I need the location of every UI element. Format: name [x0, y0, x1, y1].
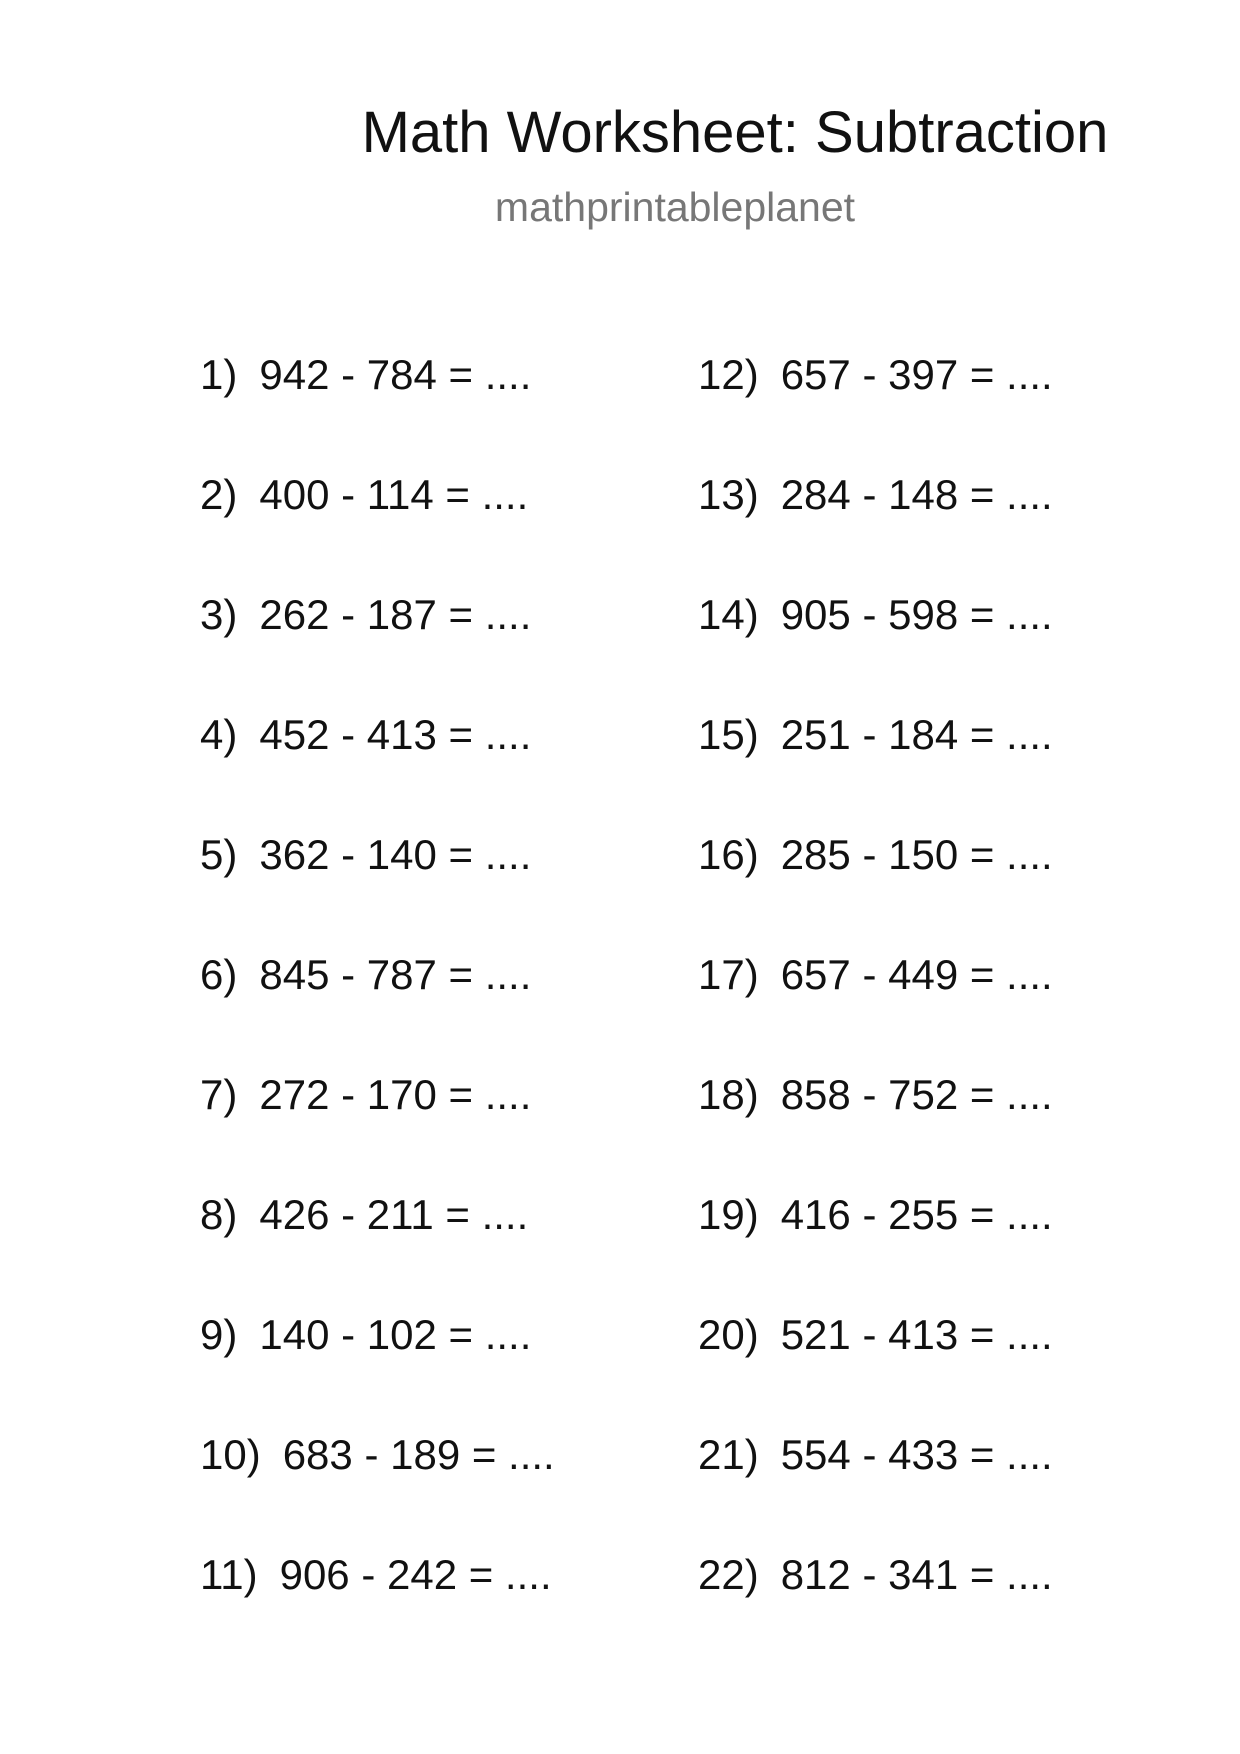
- problem-item: [698, 350, 1053, 400]
- problem-number: 9): [200, 1311, 238, 1358]
- problem-item: [200, 710, 531, 760]
- problem-item: [200, 1430, 555, 1480]
- problem-number: 12): [698, 351, 759, 398]
- problem-expression: 416 - 255 = ....: [780, 1191, 1053, 1238]
- problem-expression: 251 - 184 = ....: [780, 711, 1053, 758]
- problem-number: 20): [698, 1311, 759, 1358]
- problem-expression: 858 - 752 = ....: [780, 1071, 1053, 1118]
- problem-number: 11): [200, 1551, 258, 1598]
- problem-number: 18): [698, 1071, 759, 1118]
- problem-number: 21): [698, 1431, 759, 1478]
- problem-number: 8): [200, 1191, 238, 1238]
- problem-expression: 657 - 397 = ....: [780, 351, 1053, 398]
- problem-expression: 906 - 242 = ....: [279, 1551, 552, 1598]
- problem-number: 7): [200, 1071, 238, 1118]
- problem-expression: 812 - 341 = ....: [780, 1551, 1053, 1598]
- problem-item: [200, 1310, 531, 1360]
- problem-expression: 683 - 189 = ....: [282, 1431, 555, 1478]
- problem-item: [698, 1070, 1053, 1120]
- problem-item: [200, 590, 531, 640]
- worksheet-subtitle: mathprintableplanet: [494, 184, 856, 230]
- problem-number: 15): [698, 711, 759, 758]
- problem-item: [698, 470, 1053, 520]
- problem-expression: 905 - 598 = ....: [780, 591, 1053, 638]
- problem-expression: 554 - 433 = ....: [780, 1431, 1053, 1478]
- problem-item: [698, 710, 1053, 760]
- problem-number: 2): [200, 471, 238, 518]
- problem-item: [698, 1430, 1053, 1480]
- problem-expression: 942 - 784 = ....: [259, 351, 532, 398]
- problem-number: 5): [200, 831, 238, 878]
- problem-number: 3): [200, 591, 238, 638]
- problem-expression: 285 - 150 = ....: [780, 831, 1053, 878]
- problem-expression: 452 - 413 = ....: [259, 711, 532, 758]
- problem-item: [200, 950, 531, 1000]
- problem-expression: 262 - 187 = ....: [259, 591, 532, 638]
- problem-expression: 272 - 170 = ....: [259, 1071, 532, 1118]
- problem-item: [698, 1190, 1053, 1240]
- problem-number: 17): [698, 951, 759, 998]
- problem-item: [200, 350, 531, 400]
- problem-expression: 657 - 449 = ....: [780, 951, 1053, 998]
- problem-item: [698, 590, 1053, 640]
- problem-number: 13): [698, 471, 759, 518]
- problem-number: 22): [698, 1551, 759, 1598]
- problem-expression: 521 - 413 = ....: [780, 1311, 1053, 1358]
- problem-expression: 284 - 148 = ....: [780, 471, 1053, 518]
- problem-item: [698, 830, 1053, 880]
- problem-expression: 362 - 140 = ....: [259, 831, 532, 878]
- problem-expression: 140 - 102 = ....: [259, 1311, 532, 1358]
- problem-number: 16): [698, 831, 759, 878]
- problem-item: [698, 1310, 1053, 1360]
- problem-expression: 400 - 114 = ....: [259, 471, 529, 518]
- problem-number: 1): [200, 351, 238, 398]
- problem-item: [698, 1550, 1053, 1600]
- problem-expression: 845 - 787 = ....: [259, 951, 532, 998]
- problem-item: [200, 1070, 531, 1120]
- problem-number: 19): [698, 1191, 759, 1238]
- problem-item: [200, 1190, 528, 1240]
- problem-item: [200, 830, 531, 880]
- problem-expression: 426 - 211 = ....: [259, 1191, 529, 1238]
- worksheet-title: Math Worksheet: Subtraction: [361, 100, 1109, 165]
- problem-number: 10): [200, 1431, 261, 1478]
- problem-item: [200, 470, 528, 520]
- problem-item: [698, 950, 1053, 1000]
- problem-number: 14): [698, 591, 759, 638]
- problem-number: 4): [200, 711, 238, 758]
- problem-item: [200, 1550, 552, 1600]
- problem-number: 6): [200, 951, 238, 998]
